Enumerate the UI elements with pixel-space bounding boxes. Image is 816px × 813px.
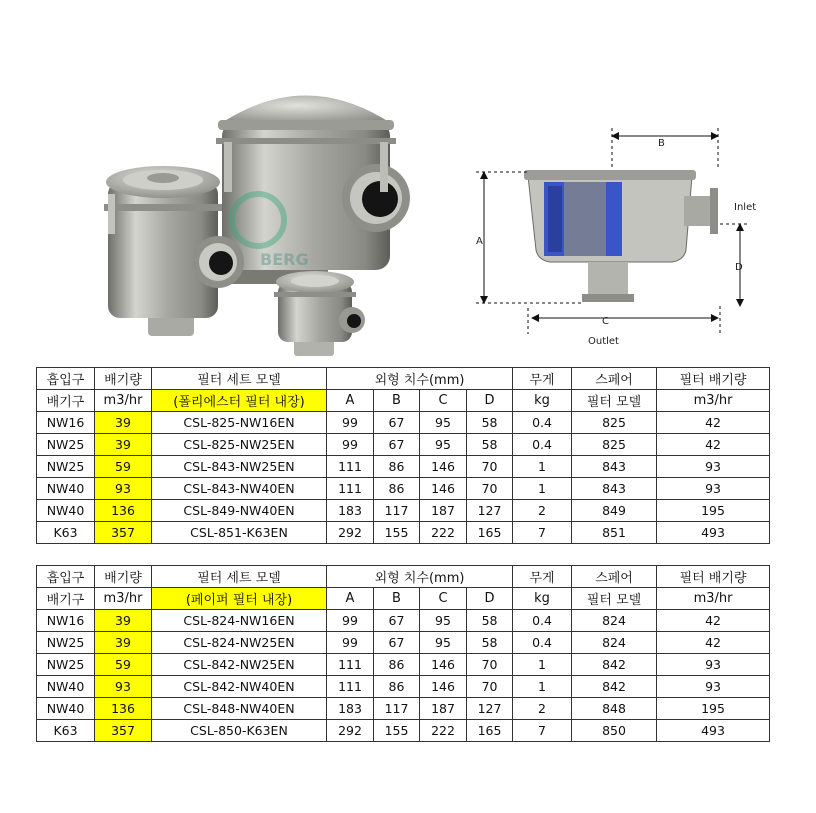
flow-cell: 93 (95, 676, 152, 698)
flow-cell: 136 (95, 698, 152, 720)
port-cell: NW16 (37, 412, 95, 434)
header-port: 흡입구 (37, 368, 95, 390)
model-cell: CSL-851-K63EN (152, 522, 327, 544)
flow-cell: 39 (95, 632, 152, 654)
filter-flow-cell: 195 (657, 698, 770, 720)
header-flow-unit: m3/hr (95, 390, 152, 412)
header-model: 필터 세트 모델 (152, 566, 327, 588)
model-cell: CSL-824-NW16EN (152, 610, 327, 632)
dim-d-cell: 58 (467, 610, 513, 632)
dim-a-cell: 111 (327, 676, 374, 698)
header-model: 필터 세트 모델 (152, 368, 327, 390)
port-cell: K63 (37, 522, 95, 544)
dim-b-cell: 67 (374, 434, 420, 456)
flow-cell: 136 (95, 500, 152, 522)
dim-b-cell: 117 (374, 500, 420, 522)
port-cell: K63 (37, 720, 95, 742)
port-cell: NW25 (37, 456, 95, 478)
filter-flow-cell: 93 (657, 478, 770, 500)
header-spare-2: 필터 모델 (572, 390, 657, 412)
spare-filter-cell: 849 (572, 500, 657, 522)
model-cell: CSL-842-NW40EN (152, 676, 327, 698)
svg-text:BERG: BERG (260, 250, 309, 269)
dim-a-cell: 292 (327, 720, 374, 742)
dimension-drawing (462, 120, 772, 360)
port-cell: NW25 (37, 632, 95, 654)
label-inlet: Inlet (734, 202, 757, 213)
table-header-row (37, 566, 770, 588)
dim-d-cell: 70 (467, 456, 513, 478)
dim-a-cell: 111 (327, 456, 374, 478)
weight-cell: 7 (513, 522, 572, 544)
header-dim-b: B (374, 588, 420, 610)
header-filter-flow-unit: m3/hr (657, 588, 770, 610)
table-subheader-row (37, 588, 770, 610)
dim-a-cell: 292 (327, 522, 374, 544)
model-cell: CSL-848-NW40EN (152, 698, 327, 720)
spare-filter-cell: 850 (572, 720, 657, 742)
dim-a-cell: 111 (327, 478, 374, 500)
header-model-note: (폴리에스터 필터 내장) (152, 390, 327, 412)
dim-c-cell: 187 (420, 500, 467, 522)
spare-filter-cell: 825 (572, 434, 657, 456)
port-cell: NW40 (37, 676, 95, 698)
header-dim-a: A (327, 390, 374, 412)
filter-flow-cell: 93 (657, 676, 770, 698)
dim-c-cell: 146 (420, 456, 467, 478)
dim-b-cell: 86 (374, 456, 420, 478)
port-cell: NW40 (37, 500, 95, 522)
dim-d-cell: 58 (467, 412, 513, 434)
model-cell: CSL-843-NW40EN (152, 478, 327, 500)
dim-c-cell: 187 (420, 698, 467, 720)
dim-a-cell: 99 (327, 610, 374, 632)
dim-c-cell: 95 (420, 632, 467, 654)
port-cell: NW16 (37, 610, 95, 632)
header-weight-unit: kg (513, 390, 572, 412)
dim-b-cell: 86 (374, 654, 420, 676)
table-row (37, 654, 770, 676)
housing-cross-section (524, 170, 718, 302)
product-photo (88, 72, 418, 360)
flow-cell: 39 (95, 610, 152, 632)
port-cell: NW25 (37, 434, 95, 456)
table-row (37, 676, 770, 698)
dim-b-cell: 67 (374, 632, 420, 654)
filter-flow-cell: 93 (657, 654, 770, 676)
spec-table-paper (36, 565, 770, 742)
header-filter-flow: 필터 배기량 (657, 566, 770, 588)
table-row (37, 478, 770, 500)
header-weight-unit: kg (513, 588, 572, 610)
dim-c-cell: 222 (420, 522, 467, 544)
flow-cell: 39 (95, 434, 152, 456)
weight-cell: 1 (513, 456, 572, 478)
header-dim-d: D (467, 390, 513, 412)
dim-d-cell: 70 (467, 478, 513, 500)
header-dim-d: D (467, 588, 513, 610)
header-weight: 무게 (513, 566, 572, 588)
dim-c-cell: 222 (420, 720, 467, 742)
model-cell: CSL-825-NW16EN (152, 412, 327, 434)
table-header-row (37, 368, 770, 390)
spare-filter-cell: 825 (572, 412, 657, 434)
label-a: A (476, 236, 483, 247)
header-dimensions: 외형 치수(mm) (327, 368, 513, 390)
dim-d-cell: 127 (467, 698, 513, 720)
dim-d-cell: 165 (467, 720, 513, 742)
flow-cell: 39 (95, 412, 152, 434)
dim-c-cell: 95 (420, 610, 467, 632)
header-flow-unit: m3/hr (95, 588, 152, 610)
header-dim-b: B (374, 390, 420, 412)
filter-flow-cell: 195 (657, 500, 770, 522)
dim-d-cell: 70 (467, 676, 513, 698)
weight-cell: 2 (513, 698, 572, 720)
model-cell: CSL-824-NW25EN (152, 632, 327, 654)
label-b: B (658, 138, 665, 149)
dim-a-cell: 99 (327, 434, 374, 456)
large-filter-housing (216, 96, 410, 285)
model-cell: CSL-842-NW25EN (152, 654, 327, 676)
spare-filter-cell: 824 (572, 610, 657, 632)
weight-cell: 7 (513, 720, 572, 742)
filter-flow-cell: 42 (657, 412, 770, 434)
header-port-2: 배기구 (37, 588, 95, 610)
dim-a-cell: 183 (327, 500, 374, 522)
dim-d-cell: 58 (467, 434, 513, 456)
flow-cell: 357 (95, 720, 152, 742)
filter-flow-cell: 493 (657, 720, 770, 742)
table-row (37, 412, 770, 434)
spare-filter-cell: 842 (572, 654, 657, 676)
dim-c-cell: 146 (420, 676, 467, 698)
weight-cell: 1 (513, 654, 572, 676)
table-row (37, 522, 770, 544)
filter-flow-cell: 42 (657, 632, 770, 654)
dim-b-cell: 67 (374, 412, 420, 434)
dim-d-cell: 127 (467, 500, 513, 522)
dim-a-cell: 99 (327, 632, 374, 654)
spare-filter-cell: 848 (572, 698, 657, 720)
label-c: C (602, 316, 609, 327)
weight-cell: 0.4 (513, 610, 572, 632)
table-row (37, 632, 770, 654)
dim-b-cell: 155 (374, 720, 420, 742)
flow-cell: 59 (95, 654, 152, 676)
dim-b-cell: 155 (374, 522, 420, 544)
weight-cell: 0.4 (513, 632, 572, 654)
dim-d-cell: 165 (467, 522, 513, 544)
dim-c-cell: 146 (420, 478, 467, 500)
weight-cell: 0.4 (513, 434, 572, 456)
filter-flow-cell: 42 (657, 610, 770, 632)
model-cell: CSL-850-K63EN (152, 720, 327, 742)
filter-flow-cell: 93 (657, 456, 770, 478)
filter-flow-cell: 493 (657, 522, 770, 544)
header-dim-c: C (420, 390, 467, 412)
dim-c-cell: 95 (420, 434, 467, 456)
header-filter-flow: 필터 배기량 (657, 368, 770, 390)
dim-c-cell: 146 (420, 654, 467, 676)
port-cell: NW40 (37, 478, 95, 500)
table-row (37, 456, 770, 478)
header-model-note: (페이퍼 필터 내장) (152, 588, 327, 610)
header-port-2: 배기구 (37, 390, 95, 412)
model-cell: CSL-849-NW40EN (152, 500, 327, 522)
table-subheader-row (37, 390, 770, 412)
label-outlet: Outlet (588, 336, 619, 347)
spare-filter-cell: 843 (572, 478, 657, 500)
header-dim-c: C (420, 588, 467, 610)
dim-d-cell: 70 (467, 654, 513, 676)
spare-filter-cell: 851 (572, 522, 657, 544)
weight-cell: 1 (513, 478, 572, 500)
header-flow: 배기량 (95, 368, 152, 390)
header-weight: 무게 (513, 368, 572, 390)
spare-filter-cell: 842 (572, 676, 657, 698)
small-filter-housing (274, 271, 365, 356)
flow-cell: 357 (95, 522, 152, 544)
weight-cell: 2 (513, 500, 572, 522)
header-dimensions: 외형 치수(mm) (327, 566, 513, 588)
table-row (37, 698, 770, 720)
weight-cell: 1 (513, 676, 572, 698)
label-d: D (735, 262, 743, 273)
header-port: 흡입구 (37, 566, 95, 588)
dim-b-cell: 86 (374, 676, 420, 698)
flow-cell: 93 (95, 478, 152, 500)
header-filter-flow-unit: m3/hr (657, 390, 770, 412)
spare-filter-cell: 843 (572, 456, 657, 478)
model-cell: CSL-843-NW25EN (152, 456, 327, 478)
table-row (37, 610, 770, 632)
header-spare: 스페어 (572, 368, 657, 390)
table-row (37, 720, 770, 742)
flow-cell: 59 (95, 456, 152, 478)
header-spare: 스페어 (572, 566, 657, 588)
spec-table-polyester (36, 367, 770, 544)
spare-filter-cell: 824 (572, 632, 657, 654)
dim-c-cell: 95 (420, 412, 467, 434)
model-cell: CSL-825-NW25EN (152, 434, 327, 456)
table-row (37, 500, 770, 522)
header-spare-2: 필터 모델 (572, 588, 657, 610)
weight-cell: 0.4 (513, 412, 572, 434)
dim-a-cell: 111 (327, 654, 374, 676)
header-dim-a: A (327, 588, 374, 610)
port-cell: NW40 (37, 698, 95, 720)
header-flow: 배기량 (95, 566, 152, 588)
dim-b-cell: 117 (374, 698, 420, 720)
dim-b-cell: 67 (374, 610, 420, 632)
port-cell: NW25 (37, 654, 95, 676)
filter-flow-cell: 42 (657, 434, 770, 456)
table-row (37, 434, 770, 456)
dim-d-cell: 58 (467, 632, 513, 654)
dim-a-cell: 99 (327, 412, 374, 434)
dim-a-cell: 183 (327, 698, 374, 720)
dim-b-cell: 86 (374, 478, 420, 500)
